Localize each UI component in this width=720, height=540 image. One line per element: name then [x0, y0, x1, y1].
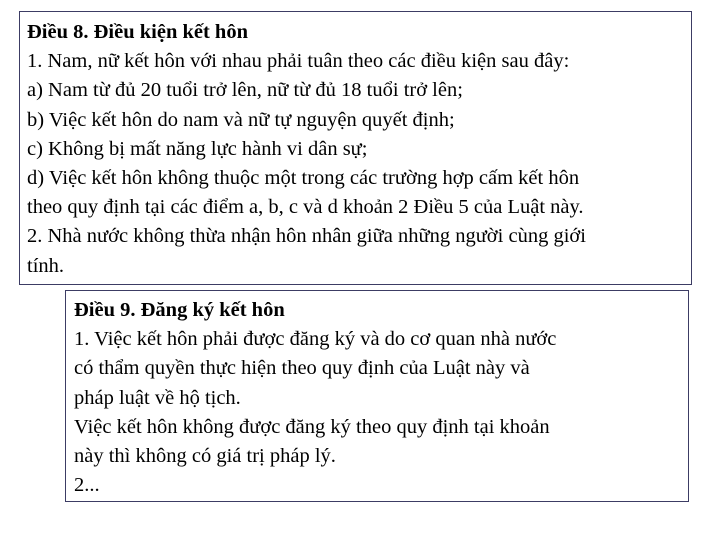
article-8-line: tính. — [27, 254, 65, 277]
article-8-box — [19, 11, 692, 285]
article-9-line: này thì không có giá trị pháp lý. — [74, 445, 336, 468]
article-8-line: theo quy định tại các điểm a, b, c và d khoản 2 Điều 5 của Luật này. — [27, 196, 584, 219]
article-9-line: 1. Việc kết hôn phải được đăng ký và do cơ quan nhà nước — [74, 328, 557, 351]
article-8-line: 2. Nhà nước không thừa nhận hôn nhân giữa những người cùng giới — [27, 225, 586, 248]
article-8-line: b) Việc kết hôn do nam và nữ tự nguyện quyết định; — [27, 108, 455, 131]
article-9-line: pháp luật về hộ tịch. — [74, 386, 241, 409]
article-8-heading: Điều 8. Điều kiện kết hôn — [27, 21, 248, 43]
article-9-line: Việc kết hôn không được đăng ký theo quy định tại khoản — [74, 415, 550, 438]
article-9-line: 2... — [74, 474, 100, 497]
article-9-box — [65, 290, 689, 502]
article-9-heading: Điều 9. Đăng ký kết hôn — [74, 299, 285, 321]
article-8-line: a) Nam từ đủ 20 tuổi trở lên, nữ từ đủ 18 tuổi trở lên; — [27, 79, 463, 102]
article-9-line: có thẩm quyền thực hiện theo quy định của Luật này và — [74, 357, 530, 380]
article-8-line: c) Không bị mất năng lực hành vi dân sự; — [27, 137, 368, 160]
article-8-line: 1. Nam, nữ kết hôn với nhau phải tuân theo các điều kiện sau đây: — [27, 50, 570, 73]
article-8-line: d) Việc kết hôn không thuộc một trong các trường hợp cấm kết hôn — [27, 167, 580, 190]
